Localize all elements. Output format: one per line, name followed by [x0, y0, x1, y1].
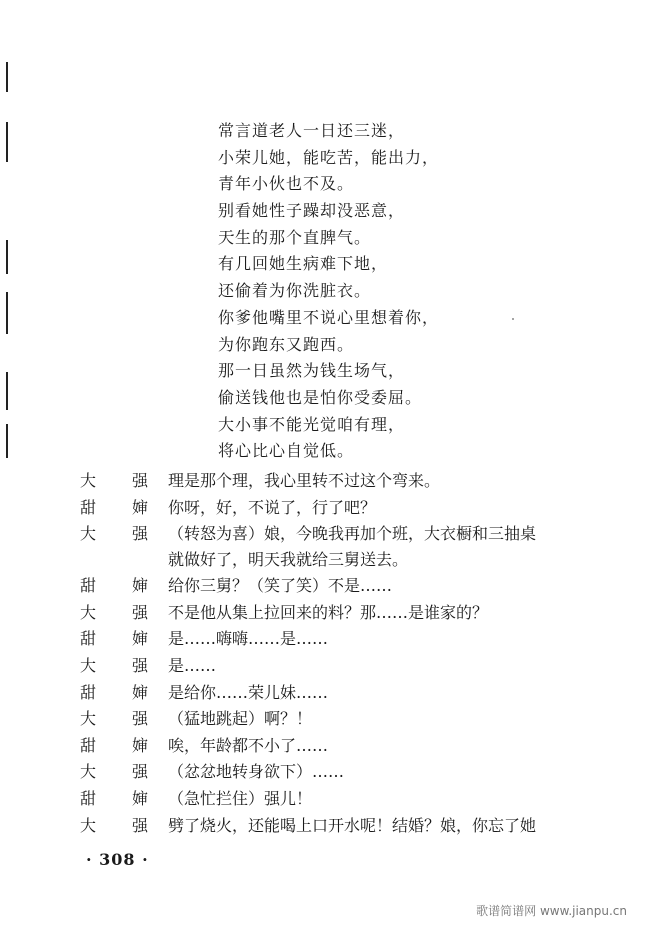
dialogue-row: [80, 706, 640, 733]
song-line: 别看她性子躁却没恶意，: [218, 201, 406, 221]
speaker-char: 大: [80, 471, 97, 490]
speaker-char: 甜: [80, 682, 97, 702]
dialogue-block: [80, 468, 640, 839]
speech-text: 是……嗨嗨……是……: [168, 629, 329, 649]
speaker-char: 强: [132, 709, 149, 729]
song-line: 青年小伙也不及。: [218, 174, 355, 194]
speaker-char: 大: [80, 602, 97, 622]
speech-text: 是……: [168, 655, 217, 675]
speaker-char: 大: [80, 655, 97, 675]
dialogue-row: [80, 759, 640, 786]
dialogue-row: [80, 813, 640, 840]
speaker-char: 甜: [80, 788, 97, 808]
speech-text: 是给你……荣儿妹……: [168, 682, 329, 702]
scan-edge-mark: [6, 122, 8, 162]
speech-text: （忿忿地转身欲下）……: [168, 762, 345, 782]
speaker-char: 婶: [132, 735, 149, 755]
speaker-char: 强: [132, 815, 149, 835]
speaker-char: 婶: [132, 682, 149, 702]
song-line: 大小事不能光觉咱有理，: [218, 414, 406, 434]
scan-edge-mark: [6, 424, 8, 458]
speech-text: 给你三舅？（笑了笑）不是……: [168, 576, 393, 596]
dialogue-row: [80, 600, 640, 627]
speech-text: 唉，年龄都不小了……: [168, 735, 329, 755]
song-line: 小荣儿她，能吃苦，能出力，: [218, 147, 440, 167]
dialogue-row: [80, 521, 640, 573]
speaker-char: 强: [132, 655, 149, 675]
song-line: 那一日虽然为钱生场气，: [218, 361, 406, 381]
speech-text: （急忙拦住）强儿！: [168, 788, 313, 808]
speaker-char: 婶: [132, 629, 149, 649]
song-line: 天生的那个直脾气。: [218, 227, 372, 247]
dialogue-row: [80, 573, 640, 600]
scan-edge-mark: [6, 292, 8, 334]
speaker-char: 婶: [132, 788, 149, 808]
song-line: 将心比心自觉低。: [218, 441, 355, 461]
speaker-char: 强: [132, 762, 149, 782]
scan-edge-mark: [6, 240, 8, 274]
page-number: · 308 ·: [86, 850, 149, 869]
speaker-char: 甜: [80, 735, 97, 755]
speaker-char: 大: [80, 815, 97, 835]
scan-edge-mark: [6, 62, 8, 92]
speaker-char: 大: [80, 709, 97, 729]
dialogue-row: [80, 626, 640, 653]
song-lyrics: [218, 118, 439, 465]
speaker-char: 大: [80, 762, 97, 782]
watermark: 歌谱简谱网 www.jianpu.cn: [476, 904, 627, 918]
speech-text: 劈了烧火，还能喝上口开水呢！结婚？娘，你忘了她: [168, 815, 537, 835]
song-line: 为你跑东又跑西。: [218, 334, 355, 354]
song-line: 你爹他嘴里不说心里想着你，: [218, 307, 440, 327]
song-line: 偷送钱他也是怕你受委屈。: [218, 387, 423, 407]
dialogue-row: [80, 680, 640, 707]
dialogue-row: [80, 786, 640, 813]
speaker-char: 强: [132, 524, 149, 544]
speaker-char: 婶: [132, 576, 149, 596]
speaker-char: 甜: [80, 629, 97, 649]
speaker-char: 强: [132, 602, 149, 622]
speech-text: 不是他从集上拉回来的料？那……是谁家的？: [168, 602, 489, 622]
dialogue-row: [80, 495, 640, 522]
speaker-char: 甜: [80, 497, 97, 517]
speech-text: 理是那个理，我心里转不过这个弯来。: [168, 471, 441, 490]
dialogue-row: [80, 653, 640, 680]
speech-text: 你呀，好，不说了，行了吧？: [168, 497, 377, 517]
speaker-char: 大: [80, 524, 97, 544]
speech-text: （猛地跳起）啊？！: [168, 709, 313, 729]
speaker-char: 强: [132, 471, 149, 490]
song-line: 还偷着为你洗脏衣。: [218, 281, 372, 301]
speaker-char: 甜: [80, 576, 97, 596]
song-line: 常言道老人一日还三迷，: [218, 121, 406, 140]
scan-edge-mark: [6, 372, 8, 410]
speech-text: （转怒为喜）娘，今晚我再加个班，大衣橱和三抽桌 就做好了，明天我就给三舅送去。: [168, 524, 537, 570]
dialogue-row: [80, 733, 640, 760]
scan-speck: [512, 318, 514, 320]
song-line: 有几回她生病难下地，: [218, 254, 389, 274]
speaker-char: 婶: [132, 497, 149, 517]
dialogue-row: [80, 468, 640, 495]
